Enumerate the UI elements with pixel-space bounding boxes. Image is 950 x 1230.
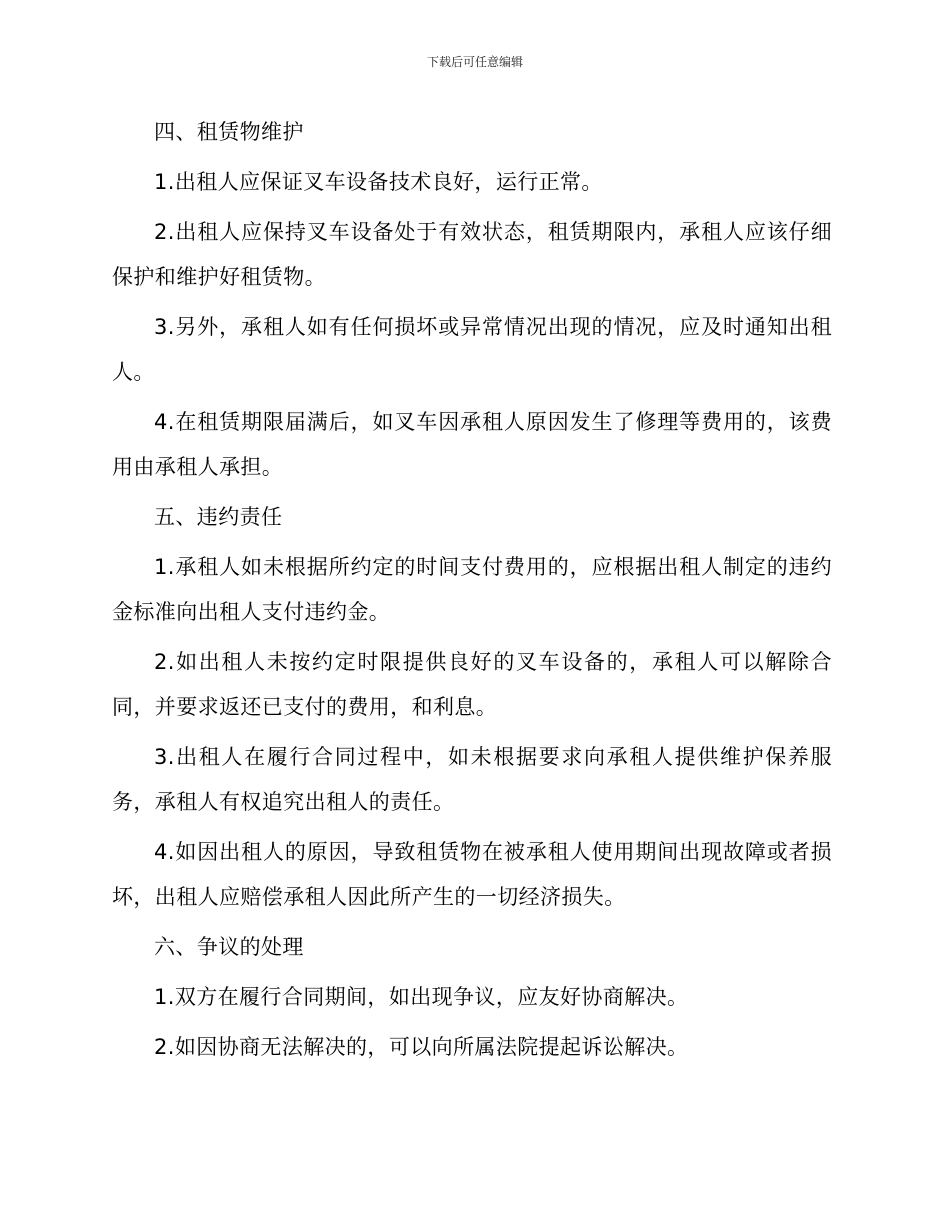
clause-paragraph: 4.如因出租人的原因，导致租赁物在被承租人使用期间出现故障或者损坏，出租人应赔偿承租人因此所产生的一切经济损失。 [112,840,832,909]
section-heading-breach: 五、违约责任 [154,505,283,529]
section-heading-disputes: 六、争议的处理 [154,935,304,959]
clause-paragraph: 2.如因协商无法解决的，可以向所属法院提起诉讼解决。 [154,1035,689,1059]
clause-paragraph: 1.出租人应保证叉车设备技术良好，运行正常。 [154,170,603,194]
clause-paragraph: 2.出租人应保持叉车设备处于有效状态，租赁期限内，承租人应该仔细保护和维护好租赁物。 [112,220,832,289]
section-heading-maintenance: 四、租赁物维护 [154,120,304,144]
clause-paragraph: 2.如出租人未按约定时限提供良好的叉车设备的，承租人可以解除合同，并要求返还已支付的费用，和利息。 [112,650,832,719]
page-header: 下载后可任意编辑 [426,55,523,69]
clause-paragraph: 4.在租赁期限届满后，如叉车因承租人原因发生了修理等费用的，该费用由承租人承担。 [112,410,832,479]
clause-paragraph: 3.出租人在履行合同过程中，如未根据要求向承租人提供维护保养服务，承租人有权追究出租人的责任。 [112,745,832,814]
clause-paragraph: 1.承租人如未根据所约定的时间支付费用的，应根据出租人制定的违约金标准向出租人支付违约金。 [112,555,832,624]
clause-paragraph: 1.双方在履行合同期间，如出现争议，应友好协商解决。 [154,985,689,1009]
clause-paragraph: 3.另外，承租人如有任何损坏或异常情况出现的情况，应及时通知出租人。 [112,315,832,384]
document-body [112,110,832,1075]
